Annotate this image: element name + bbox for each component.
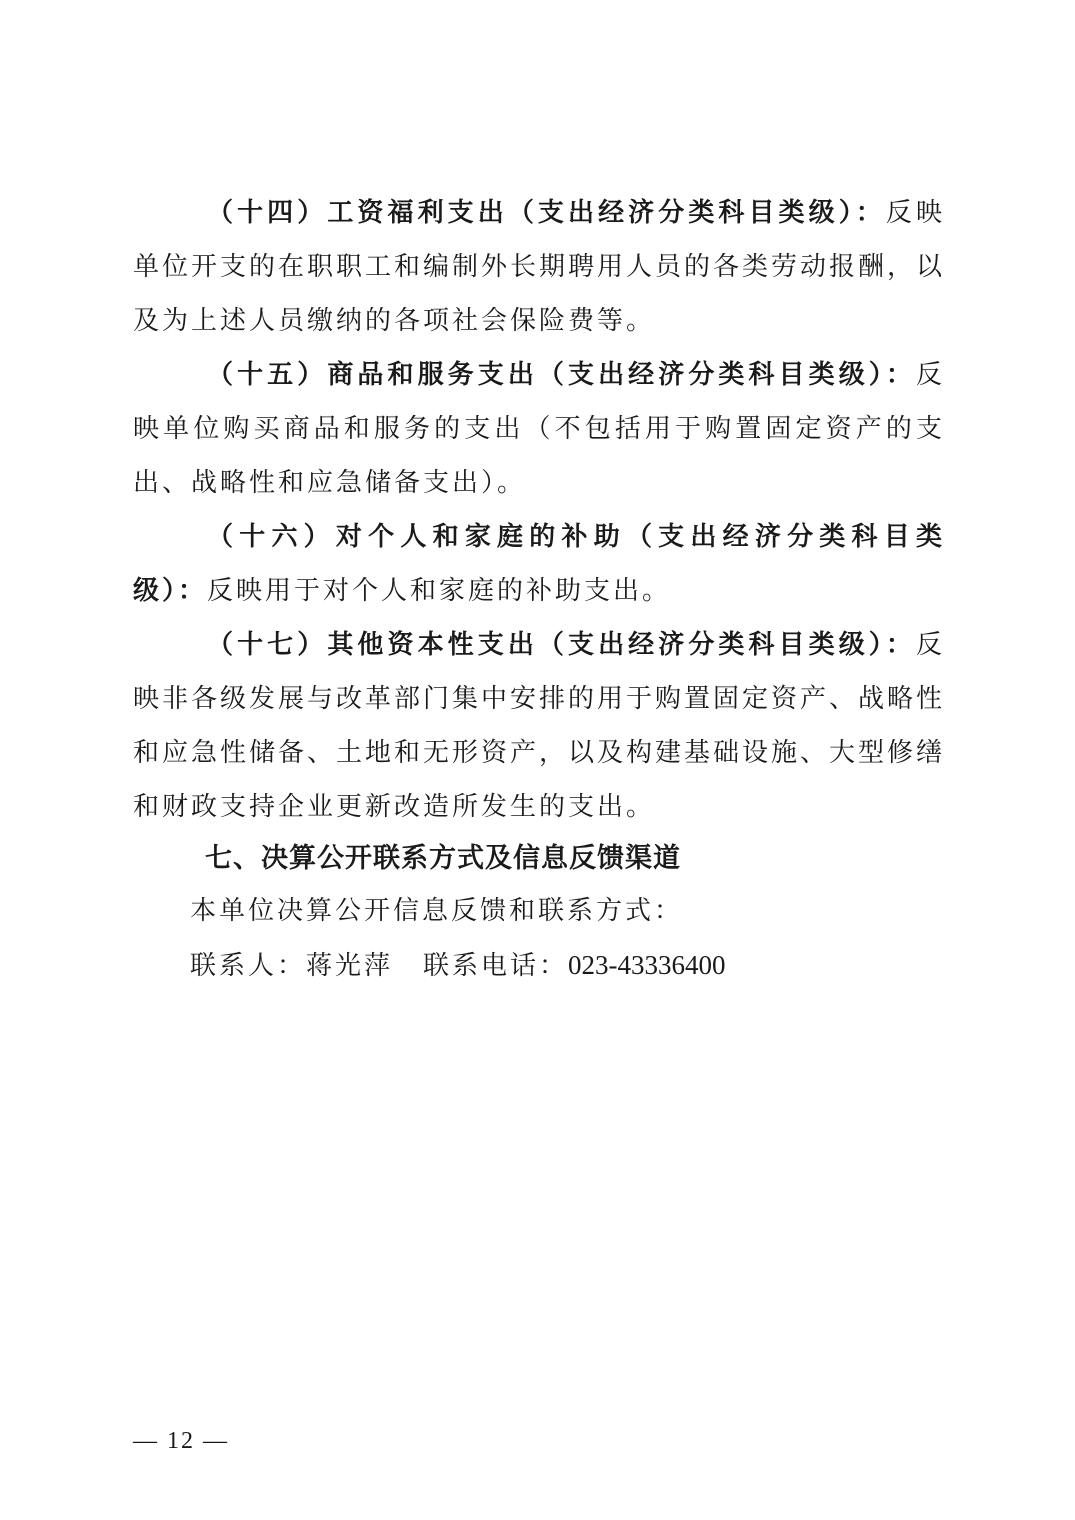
contact-phone-number: 023-43336400 [568, 950, 726, 980]
paragraph-goods-services [133, 348, 945, 510]
paragraph-lead: （十六）对个人和家庭的补助（支出经济分类科目类级）： [133, 522, 945, 606]
contact-person-name: 蒋光萍 [306, 951, 394, 981]
paragraph-other-capital [133, 618, 945, 834]
contact-line [190, 938, 726, 993]
section-heading: 七、决算公开联系方式及信息反馈渠道 [205, 843, 681, 874]
paragraph-wage-welfare [133, 186, 945, 348]
paragraph-body: 反映单位购买商品和服务的支出（不包括用于购置固定资产的支出、战略性和应急储备支出）。 [133, 360, 945, 498]
contact-intro: 本单位决算公开信息反馈和联系方式： [190, 896, 684, 926]
paragraph-body: 反映单位开支的在职职工和编制外长期聘用人员的各类劳动报酬，以及为上述人员缴纳的各项社会保险费等。 [133, 198, 946, 336]
contact-person-label: 联系人： [190, 951, 307, 981]
contact-phone-label: 联系电话： [423, 951, 569, 981]
paragraph-household-subsidy [133, 510, 945, 618]
paragraph-lead: （十四）工资福利支出（支出经济分类科目类级）： [207, 198, 886, 228]
paragraph-body: 反映非各级发展与改革部门集中安排的用于购置固定资产、战略性和应急性储备、土地和无形资产，以及构建基础设施、大型修缮和财政支持企业更新改造所发生的支出。 [133, 630, 946, 822]
paragraph-lead: （十五）商品和服务支出（支出经济分类科目类级）： [207, 360, 916, 390]
paragraph-body: 反映用于对个人和家庭的补助支出。 [207, 576, 672, 606]
paragraph-lead: （十七）其他资本性支出（支出经济分类科目类级）： [207, 630, 916, 660]
page-number: — 12 — [133, 1428, 229, 1454]
